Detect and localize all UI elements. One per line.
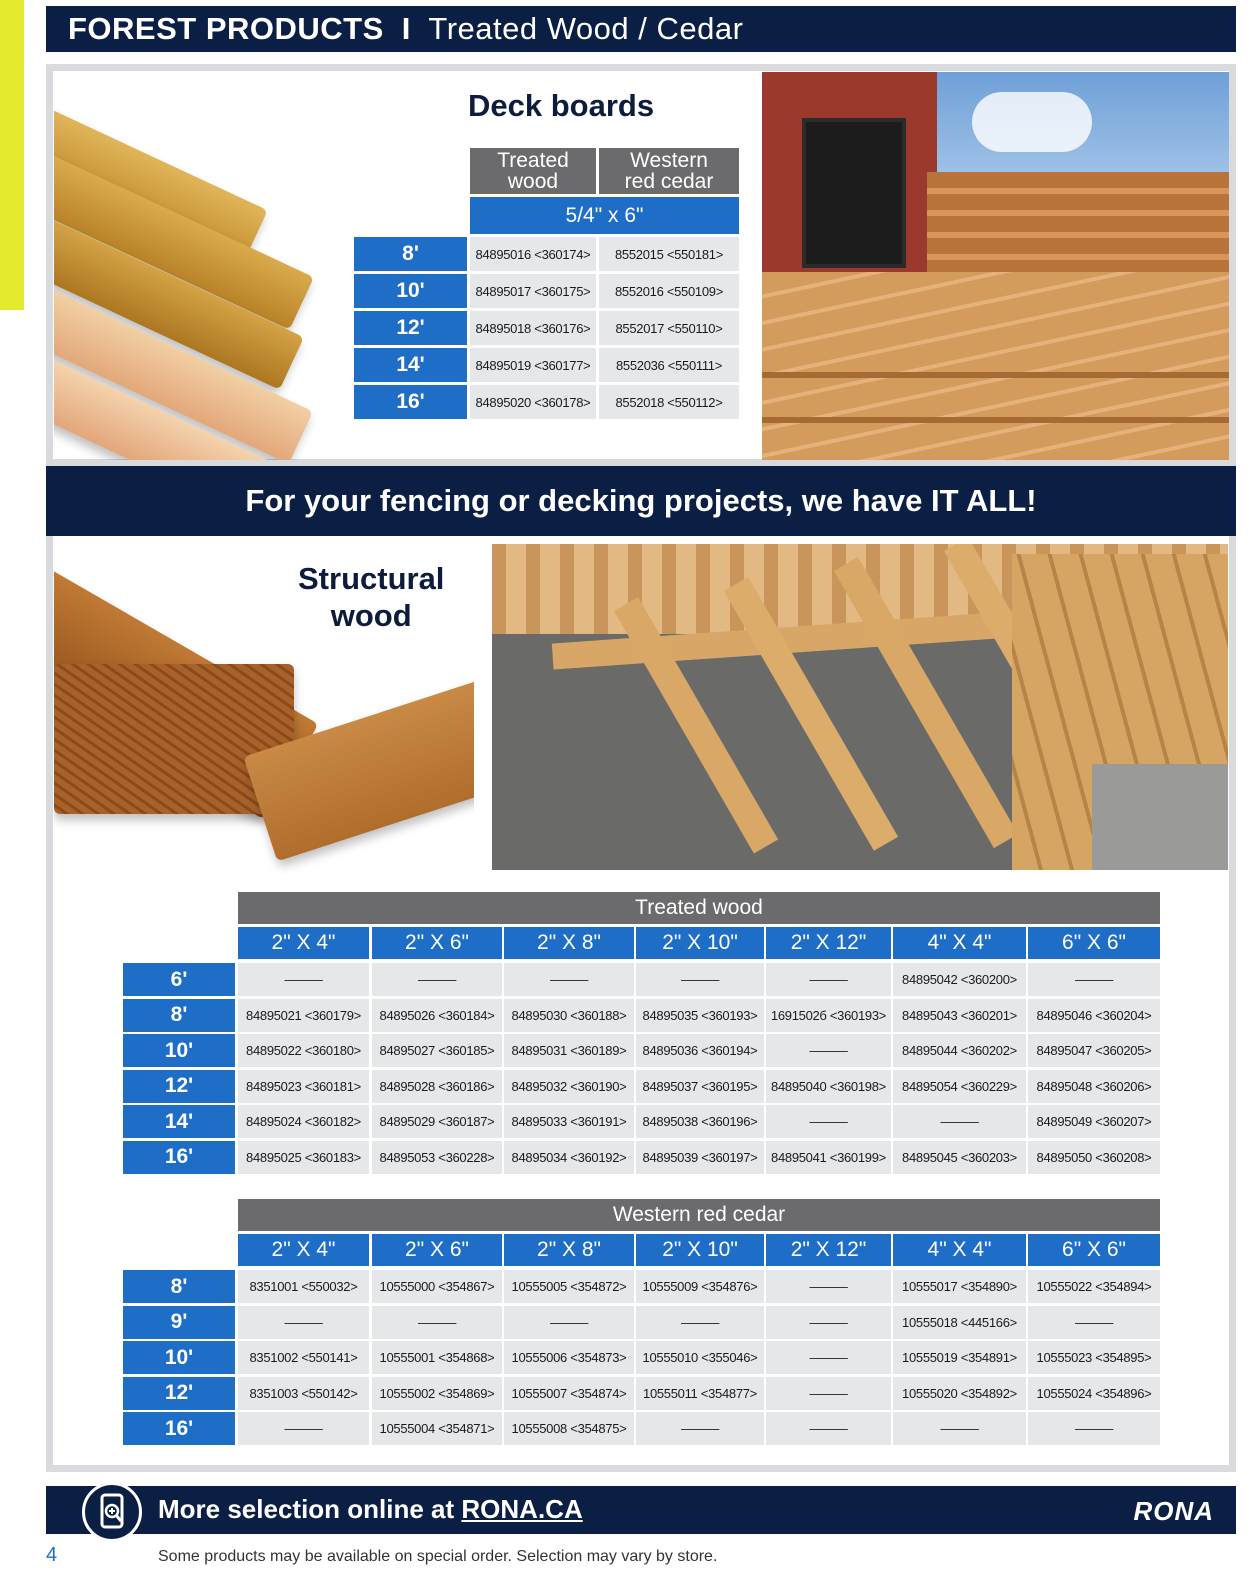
cedar-size-header: 2" X 8"	[504, 1234, 634, 1266]
treated-size-header: 6" X 6"	[1028, 927, 1160, 959]
treated-value-cell: 84895036 <360194>	[636, 1034, 764, 1067]
cedar-value-cell: ———	[238, 1306, 369, 1339]
cedar-value-cell: ———	[766, 1412, 891, 1445]
rona-link[interactable]: RONA.CA	[461, 1494, 583, 1524]
treated-value-cell: 84895028 <360186>	[372, 1070, 502, 1103]
cedar-value-cell: 10555024 <354896>	[1028, 1377, 1160, 1410]
deck-boards-title: Deck boards	[468, 88, 655, 123]
cedar-size-header: 2" X 6"	[372, 1234, 502, 1266]
online-selection-text: More selection online at RONA.CA	[158, 1494, 583, 1524]
cedar-value-cell: ———	[766, 1270, 891, 1303]
treated-value-cell: ———	[636, 963, 764, 996]
cedar-size-header: 2" X 4"	[238, 1234, 369, 1266]
treated-size-header: 4" X 4"	[893, 927, 1026, 959]
header-category: FOREST PRODUCTS	[68, 11, 384, 46]
cedar-value-cell: ———	[766, 1306, 891, 1339]
treated-value-cell: 84895050 <360208>	[1028, 1141, 1160, 1174]
header-subtitle: Treated Wood / Cedar	[428, 11, 744, 46]
deck-length-cell: 12'	[354, 311, 467, 345]
cedar-size-header: 2" X 12"	[766, 1234, 891, 1266]
mobile-search-icon	[82, 1482, 142, 1542]
treated-value-cell: 84895044 <360202>	[893, 1034, 1026, 1067]
treated-value-cell: 84895038 <360196>	[636, 1105, 764, 1138]
cedar-value-cell: 10555010 <355046>	[636, 1341, 764, 1374]
treated-value-cell: ———	[372, 963, 502, 996]
treated-value-cell: ———	[504, 963, 634, 996]
cedar-value-cell: ———	[1028, 1412, 1160, 1445]
footer-bar	[46, 1486, 1236, 1534]
disclaimer: Some products may be available on special order. Selection may vary by store.	[158, 1548, 718, 1565]
treated-value-cell: 84895042 <360200>	[893, 963, 1026, 996]
deck-treated-cell: 84895020 <360178>	[470, 385, 596, 419]
treated-value-cell: 84895024 <360182>	[238, 1105, 369, 1138]
deck-col-treated: Treated wood	[470, 148, 596, 194]
cedar-value-cell: 10555000 <354867>	[372, 1270, 502, 1303]
treated-length-cell: 6'	[123, 963, 235, 996]
cedar-value-cell: 10555018 <445166>	[893, 1306, 1026, 1339]
deck-cedar-cell: 8552036 <550111>	[599, 348, 739, 382]
deck-length-cell: 10'	[354, 274, 467, 308]
deck-cedar-cell: 8552015 <550181>	[599, 237, 739, 271]
treated-value-cell: 84895037 <360195>	[636, 1070, 764, 1103]
cedar-length-cell: 12'	[123, 1377, 235, 1410]
treated-value-cell: 84895029 <360187>	[372, 1105, 502, 1138]
deck-treated-cell: 84895019 <360177>	[470, 348, 596, 382]
cedar-value-cell: 10555022 <354894>	[1028, 1270, 1160, 1303]
deck-size-header: 5/4" x 6"	[470, 197, 739, 234]
cedar-value-cell: 10555007 <354874>	[504, 1377, 634, 1410]
deck-col-cedar: Western red cedar	[599, 148, 739, 194]
cedar-value-cell: 8351001 <550032>	[238, 1270, 369, 1303]
treated-value-cell: 84895026 <360184>	[372, 999, 502, 1032]
treated-section-title: Treated wood	[238, 892, 1160, 924]
treated-value-cell: 84895021 <360179>	[238, 999, 369, 1032]
treated-value-cell: 84895034 <360192>	[504, 1141, 634, 1174]
structural-wood-title: Structural wood	[298, 561, 445, 633]
treated-value-cell: ———	[766, 1034, 891, 1067]
treated-value-cell: 84895046 <360204>	[1028, 999, 1160, 1032]
treated-value-cell: 84895025 <360183>	[238, 1141, 369, 1174]
deck-length-cell: 8'	[354, 237, 467, 271]
cedar-value-cell: ———	[372, 1306, 502, 1339]
treated-value-cell: 84895033 <360191>	[504, 1105, 634, 1138]
treated-size-header: 2" X 12"	[766, 927, 891, 959]
treated-value-cell: 84895045 <360203>	[893, 1141, 1026, 1174]
treated-value-cell: 84895039 <360197>	[636, 1141, 764, 1174]
deck-treated-cell: 84895017 <360175>	[470, 274, 596, 308]
treated-value-cell: 84895030 <360188>	[504, 999, 634, 1032]
cedar-value-cell: 10555020 <354892>	[893, 1377, 1026, 1410]
cedar-value-cell: 8351003 <550142>	[238, 1377, 369, 1410]
deck-treated-cell: 84895018 <360176>	[470, 311, 596, 345]
treated-length-cell: 12'	[123, 1070, 235, 1103]
treated-value-cell: 84895047 <360205>	[1028, 1034, 1160, 1067]
cedar-length-cell: 8'	[123, 1270, 235, 1303]
treated-value-cell: 84895023 <360181>	[238, 1070, 369, 1103]
treated-value-cell: 84895022 <360180>	[238, 1034, 369, 1067]
cedar-value-cell: 10555011 <354877>	[636, 1377, 764, 1410]
cedar-value-cell: ———	[766, 1341, 891, 1374]
promo-banner: For your fencing or decking projects, we have IT ALL!	[46, 466, 1236, 536]
cedar-section-title: Western red cedar	[238, 1199, 1160, 1231]
cedar-value-cell: ———	[636, 1306, 764, 1339]
treated-value-cell: 1691502б <360193>	[766, 999, 891, 1032]
treated-value-cell: 84895041 <360199>	[766, 1141, 891, 1174]
treated-value-cell: 84895032 <360190>	[504, 1070, 634, 1103]
treated-value-cell: 84895027 <360185>	[372, 1034, 502, 1067]
cedar-value-cell: ———	[238, 1412, 369, 1445]
cedar-size-header: 2" X 10"	[636, 1234, 764, 1266]
treated-value-cell: 84895043 <360201>	[893, 999, 1026, 1032]
treated-value-cell: 84895054 <360229>	[893, 1070, 1026, 1103]
treated-value-cell: ———	[238, 963, 369, 996]
cedar-value-cell: 10555009 <354876>	[636, 1270, 764, 1303]
treated-size-header: 2" X 10"	[636, 927, 764, 959]
deck-frame-photo	[492, 544, 1228, 870]
cedar-value-cell: 10555004 <354871>	[372, 1412, 502, 1445]
cedar-value-cell: ———	[766, 1377, 891, 1410]
cedar-value-cell: 10555005 <354872>	[504, 1270, 634, 1303]
cedar-value-cell: ———	[636, 1412, 764, 1445]
header-separator: I	[401, 11, 411, 46]
treated-length-cell: 16'	[123, 1141, 235, 1174]
treated-value-cell: 84895031 <360189>	[504, 1034, 634, 1067]
cedar-value-cell: 10555002 <354869>	[372, 1377, 502, 1410]
page-number: 4	[46, 1544, 58, 1566]
cedar-value-cell: ———	[504, 1306, 634, 1339]
accent-tab	[0, 0, 24, 310]
treated-value-cell: 84895035 <360193>	[636, 999, 764, 1032]
treated-value-cell: 84895053 <360228>	[372, 1141, 502, 1174]
cedar-value-cell: 10555001 <354868>	[372, 1341, 502, 1374]
cedar-size-header: 6" X 6"	[1028, 1234, 1160, 1266]
cedar-value-cell: ———	[893, 1412, 1026, 1445]
cedar-value-cell: 8351002 <550141>	[238, 1341, 369, 1374]
deck-length-cell: 14'	[354, 348, 467, 382]
treated-value-cell: ———	[1028, 963, 1160, 996]
treated-size-header: 2" X 6"	[372, 927, 502, 959]
treated-length-cell: 14'	[123, 1105, 235, 1138]
cedar-size-header: 4" X 4"	[893, 1234, 1026, 1266]
treated-value-cell: ———	[766, 1105, 891, 1138]
page-header	[46, 6, 1236, 52]
deck-cedar-cell: 8552016 <550109>	[599, 274, 739, 308]
cedar-value-cell: 10555017 <354890>	[893, 1270, 1026, 1303]
treated-value-cell: ———	[766, 963, 891, 996]
treated-size-header: 2" X 8"	[504, 927, 634, 959]
treated-size-header: 2" X 4"	[238, 927, 369, 959]
rona-logo: RONA	[1133, 1496, 1214, 1526]
deck-cedar-cell: 8552017 <550110>	[599, 311, 739, 345]
cedar-value-cell: 10555023 <354895>	[1028, 1341, 1160, 1374]
cedar-length-cell: 10'	[123, 1341, 235, 1374]
deck-cedar-cell: 8552018 <550112>	[599, 385, 739, 419]
treated-length-cell: 10'	[123, 1034, 235, 1067]
cedar-length-cell: 9'	[123, 1306, 235, 1339]
deck-treated-cell: 84895016 <360174>	[470, 237, 596, 271]
treated-length-cell: 8'	[123, 999, 235, 1032]
cedar-value-cell: 10555019 <354891>	[893, 1341, 1026, 1374]
treated-value-cell: 84895049 <360207>	[1028, 1105, 1160, 1138]
deck-photo	[762, 72, 1229, 460]
treated-value-cell: 84895048 <360206>	[1028, 1070, 1160, 1103]
cedar-length-cell: 16'	[123, 1412, 235, 1445]
deck-boards-image	[54, 72, 344, 460]
cedar-value-cell: ———	[1028, 1306, 1160, 1339]
cedar-value-cell: 10555006 <354873>	[504, 1341, 634, 1374]
treated-value-cell: 84895040 <360198>	[766, 1070, 891, 1103]
deck-length-cell: 16'	[354, 385, 467, 419]
treated-value-cell: ———	[893, 1105, 1026, 1138]
cedar-value-cell: 10555008 <354875>	[504, 1412, 634, 1445]
